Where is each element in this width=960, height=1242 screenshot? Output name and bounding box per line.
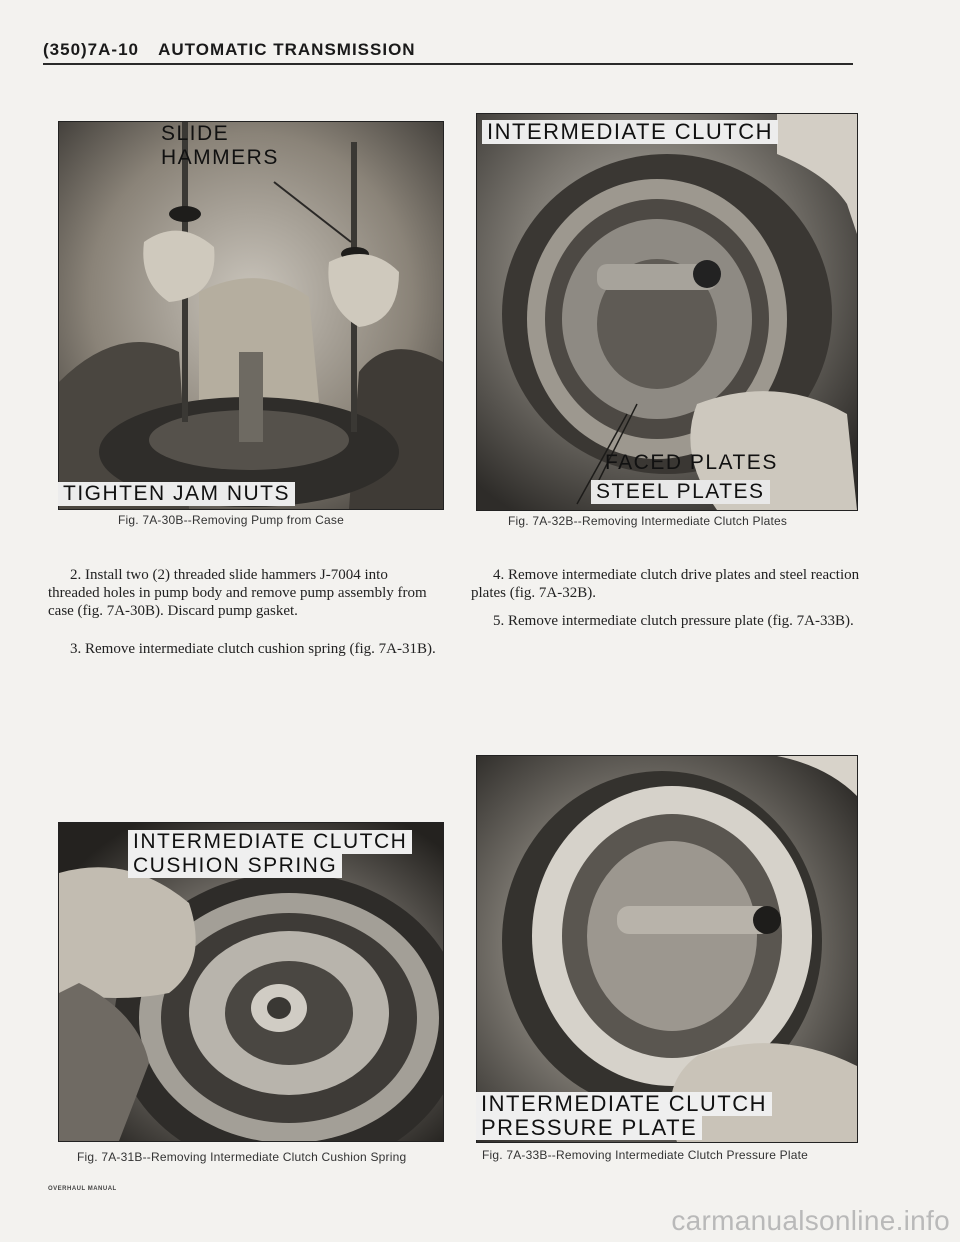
pump-removal-image [59, 122, 443, 509]
section-title: AUTOMATIC TRANSMISSION [158, 40, 416, 59]
label-pressure-plate: PRESSURE PLATE [476, 1116, 702, 1140]
step-2: 2. Install two (2) threaded slide hammers J-7004 into threaded holes in pump body and remove pump assembly from case (fig. 7A-30B). Discard pump gasket. [48, 567, 427, 619]
header-rule [43, 63, 853, 65]
page-header [43, 40, 853, 60]
caption-fig-7a-33b: Fig. 7A-33B--Removing Intermediate Clutch Pressure Plate [482, 1148, 809, 1162]
site-watermark: carmanualsonline.info [671, 1205, 950, 1236]
figure-pump-removal-photo [58, 121, 444, 510]
label-tighten-jam-nuts: TIGHTEN JAM NUTS [58, 482, 295, 506]
label-intermediate-clutch: INTERMEDIATE CLUTCH [482, 120, 778, 144]
step-5: 5. Remove intermediate clutch pressure plate (fig. 7A-33B). [493, 613, 854, 629]
footer-manual-name: OVERHAUL MANUAL [48, 1186, 117, 1192]
label-hammers: HAMMERS [161, 146, 279, 169]
pressure-plate-image [477, 756, 857, 1142]
caption-fig-7a-30b: Fig. 7A-30B--Removing Pump from Case [118, 513, 344, 527]
caption-fig-7a-31b: Fig. 7A-31B--Removing Intermediate Clutch Cushion Spring [77, 1150, 407, 1164]
caption-fig-7a-32b: Fig. 7A-32B--Removing Intermediate Clutch Plates [508, 514, 788, 528]
step-4: 4. Remove intermediate clutch drive plates and steel reaction plates (fig. 7A-32B). [471, 567, 860, 601]
step-3: 3. Remove intermediate clutch cushion spring (fig. 7A-31B). [70, 641, 436, 657]
page-code: (350)7A-10 [43, 40, 139, 59]
label-cushion-spring: CUSHION SPRING [128, 854, 342, 878]
label-steel-plates: STEEL PLATES [591, 480, 770, 504]
label-intermediate-clutch-2: INTERMEDIATE CLUTCH [128, 830, 412, 854]
label-slide: SLIDE [161, 122, 230, 145]
figure-pressure-plate-photo [476, 755, 858, 1143]
label-intermediate-clutch-3: INTERMEDIATE CLUTCH [476, 1092, 772, 1116]
label-faced-plates: FACED PLATES [605, 451, 778, 474]
